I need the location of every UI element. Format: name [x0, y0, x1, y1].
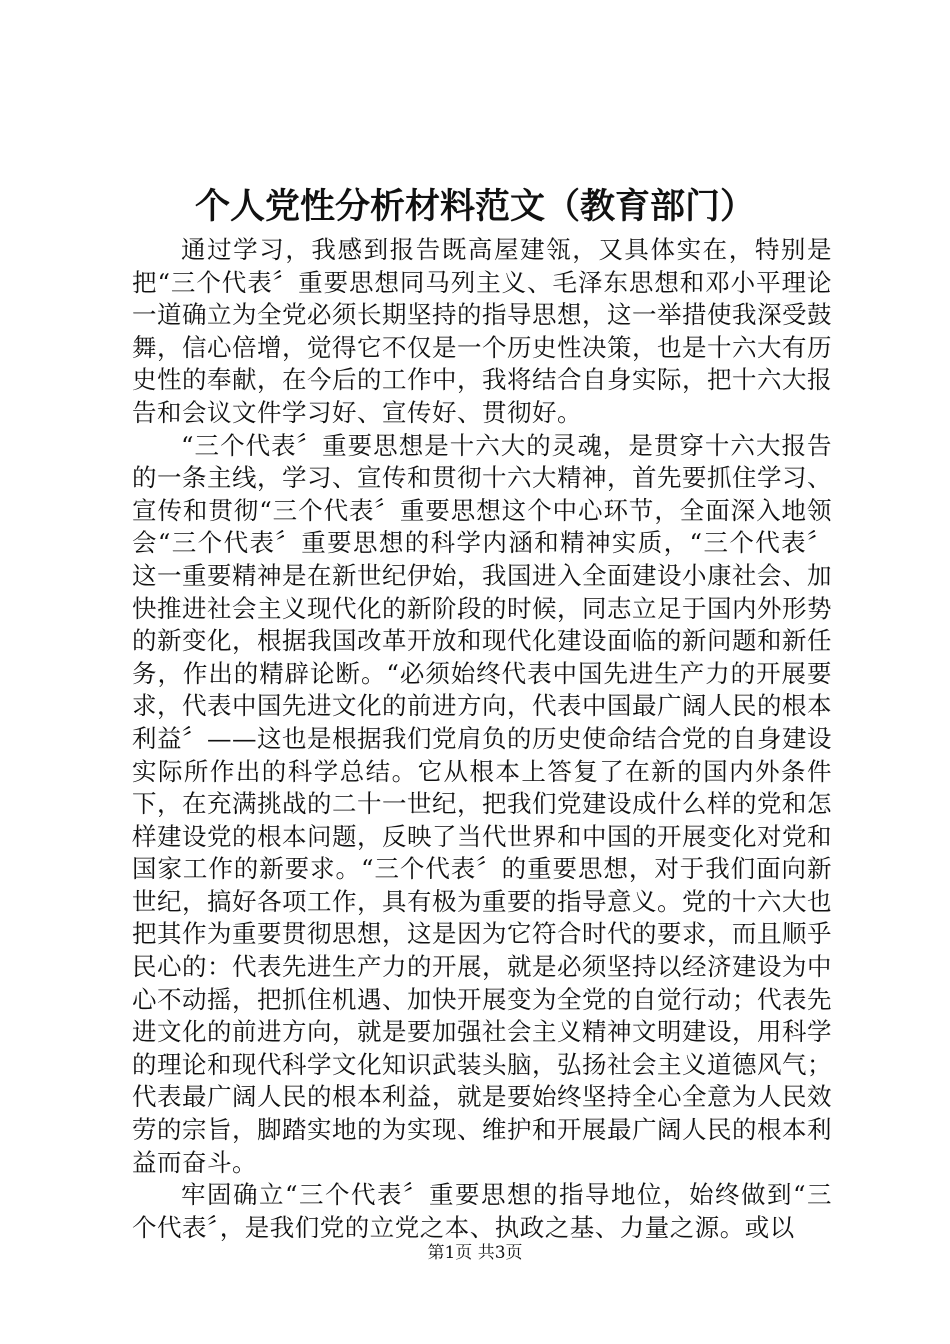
- document-title: 个人党性分析材料范文（教育部门）: [194, 186, 755, 227]
- document-body: [132, 234, 832, 1244]
- page-number: 第1页 共3页: [427, 1243, 523, 1263]
- paragraph-3: 牢固确立“三个代表〞重要思想的指导地位，始终做到“三个代表〞，是我们党的立党之本、执政之基、力量之源。或以: [132, 1180, 832, 1242]
- paragraph-2: “三个代表〞重要思想是十六大的灵魂，是贯穿十六大报告的一条主线，学习、宣传和贯彻十六大精神，首先要抓住学习、宣传和贯彻“三个代表〞重要思想这个中心环节，全面深入地领会“三个代表〞重要思想的科学内涵和精神实质，“三个代表〞这一重要精神是在新世纪伊始，我国进入全面建设小康社会、加快推进社会主义现代化的新阶段的时候，同志立足于国内外形势的新变化，根据我国改革开放和现代化建设面临的新问题和新任务，作出的精辟论断。“必须始终代表中国先进生产力的开展要求，代表中国先进文化的前进方向，代表中国最广阔人民的根本利益〞——这也是根据我们党肩负的历史使命结合党的自身建设实际所作出的科学总结。它从根本上答复了在新的国内外条件下，在充满挑战的二十一世纪，把我们党建设成什么样的党和怎样建设党的根本问题，反映了当代世界和中国的开展变化对党和国家工作的新要求。“三个代表〞的重要思想，对于我们面向新世纪，搞好各项工作，具有极为重要的指导意义。党的十六大也把其作为重要贯彻思想，这是因为它符合时代的要求，而且顺乎民心的：代表先进生产力的开展，就是必须坚持以经济建设为中心不动摇，把抓住机遇、加快开展变为全党的自觉行动；代表先进文化的前进方向，就是要加强社会主义精神文明建设，用科学的理论和现代科学文化知识武装头脑，弘扬社会主义道德风气；代表最广阔人民的根本利益，就是要始终坚持全心全意为人民效劳的宗旨，脚踏实地的为实现、维护和开展最广阔人民的根本利益而奋斗。: [132, 430, 832, 1177]
- paragraph-1: 通过学习，我感到报告既高屋建瓴，又具体实在，特别是把“三个代表〞重要思想同马列主义、毛泽东思想和邓小平理论一道确立为全党必须长期坚持的指导思想，这一举措使我深受鼓舞，信心倍增，觉得它不仅是一个历史性决策，也是十六大有历史性的奉献，在今后的工作中，我将结合自身实际，把十六大报告和会议文件学习好、宣传好、贯彻好。: [132, 235, 832, 427]
